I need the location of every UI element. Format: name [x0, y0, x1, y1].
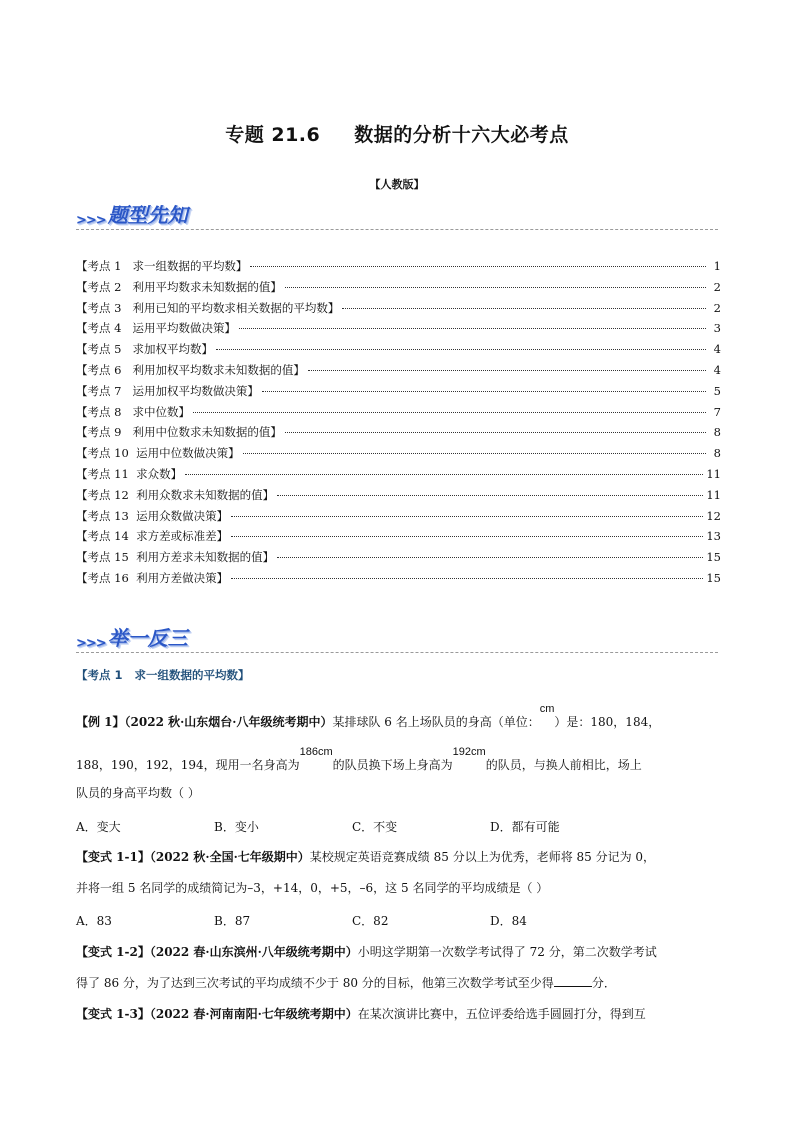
- toc-item[interactable]: 【考点 11 求众数】 11: [76, 466, 721, 481]
- toc-item[interactable]: 【考点 15 利用方差求未知数据的值】 15: [76, 550, 721, 565]
- banner-arrows-icon: >>>: [76, 213, 106, 228]
- variant-1-2-line-2: 得了 86 分，为了达到三次考试的平均成绩不少于 80 分的目标，他第三次数学考试至少得 分．: [76, 976, 616, 990]
- page-title: [0, 120, 794, 147]
- toc-item[interactable]: 【考点 4 运用平均数做决策】 3: [76, 321, 721, 336]
- edition-label: 【人教版】: [369, 178, 425, 191]
- option-b[interactable]: B．87: [214, 914, 251, 928]
- variant-source: （2022 春·山东滨州·八年级统考期中）: [149, 945, 358, 959]
- unit-label: cm: [539, 703, 555, 715]
- example-1-line-1: 【例 1】（2022 秋·山东烟台·八年级统考期中）某排球队 6 名上场队员的身高（单位：cm）是：180，184，: [76, 703, 661, 729]
- toc-item[interactable]: 【考点 14 求方差或标准差】 13: [76, 529, 721, 544]
- variant-1-1-options: [76, 912, 721, 929]
- toc-item[interactable]: 【考点 5 求加权平均数】 4: [76, 342, 721, 357]
- toc-item[interactable]: 【考点 7 运用加权平均数做决策】 5: [76, 383, 721, 398]
- title-number: 专题 21.6: [225, 124, 321, 146]
- option-a[interactable]: A．变大: [76, 820, 121, 834]
- option-b[interactable]: B．变小: [214, 820, 259, 834]
- variant-source: （2022 春·河南南阳·七年级统考期中）: [149, 1007, 358, 1021]
- toc-item[interactable]: 【考点 3 利用已知的平均数求相关数据的平均数】 2: [76, 300, 721, 315]
- option-a[interactable]: A．83: [76, 914, 112, 928]
- height-value: 192cm: [452, 746, 486, 758]
- divider: [76, 652, 718, 653]
- toc-item[interactable]: 【考点 1 求一组数据的平均数】 1: [76, 259, 721, 273]
- banner-arrows-icon: >>>: [76, 636, 106, 651]
- toc-item[interactable]: 【考点 8 求中位数】 7: [76, 404, 721, 419]
- banner-examples: [76, 623, 188, 651]
- option-d[interactable]: D．都有可能: [490, 820, 560, 834]
- option-d[interactable]: D．84: [490, 914, 527, 928]
- title-text: 数据的分析十六大必考点: [354, 124, 569, 146]
- answer-blank[interactable]: [554, 986, 592, 987]
- toc-item[interactable]: 【考点 13 运用众数做决策】 12: [76, 508, 721, 523]
- divider: [76, 229, 718, 230]
- variant-1-1-line-1: 【变式 1-1】（2022 秋·全国·七年级期中）某校规定英语竞赛成绩 85 分以上为优秀，老师将 85 分记为 0，: [76, 850, 656, 864]
- variant-tag: 【变式 1-1】: [76, 850, 150, 864]
- variant-tag: 【变式 1-3】: [76, 1007, 150, 1021]
- table-of-contents: [76, 258, 721, 591]
- banner-preview: [76, 200, 188, 228]
- toc-item[interactable]: 【考点 9 利用中位数求未知数据的值】 8: [76, 425, 721, 440]
- example-1-line-2: 188，190，192，194，现用一名身高为186cm的队员换下场上身高为192cm的队员，与换人前相比，场上: [76, 746, 642, 772]
- example-tag: 【例 1】: [76, 715, 125, 729]
- example-1-line-3: 队员的身高平均数（ ）: [76, 786, 200, 800]
- toc-item[interactable]: 【考点 6 利用加权平均数求未知数据的值】 4: [76, 362, 721, 377]
- variant-1-2-line-1: 【变式 1-2】（2022 春·山东滨州·八年级统考期中）小明这学期第一次数学考试得了 72 分，第二次数学考试: [76, 945, 657, 959]
- toc-item[interactable]: 【考点 12 利用众数求未知数据的值】 11: [76, 487, 721, 502]
- variant-tag: 【变式 1-2】: [76, 945, 150, 959]
- variant-source: （2022 秋·全国·七年级期中）: [149, 850, 310, 864]
- section-heading: 【考点 1 求一组数据的平均数】: [76, 668, 250, 682]
- example-source: （2022 秋·山东烟台·八年级统考期中）: [124, 715, 333, 729]
- toc-item[interactable]: 【考点 2 利用平均数求未知数据的值】 2: [76, 279, 721, 294]
- option-c[interactable]: C．不变: [352, 820, 398, 834]
- variant-1-3-line-1: 【变式 1-3】（2022 春·河南南阳·七年级统考期中）在某次演讲比赛中，五位评委给选手圆圆打分，得到互: [76, 1007, 646, 1021]
- option-c[interactable]: C．82: [352, 914, 389, 928]
- toc-item[interactable]: 【考点 10 运用中位数做决策】 8: [76, 446, 721, 461]
- height-value: 186cm: [299, 746, 333, 758]
- example-1-options: [76, 818, 721, 835]
- banner-title: 举一反三: [107, 626, 188, 650]
- variant-1-1-line-2: 并将一组 5 名同学的成绩简记为–3，+14，0，+5，–6，这 5 名同学的平均成绩是（ ）: [76, 881, 549, 895]
- toc-item[interactable]: 【考点 16 利用方差做决策】 15: [76, 570, 721, 585]
- banner-title: 题型先知: [107, 203, 188, 227]
